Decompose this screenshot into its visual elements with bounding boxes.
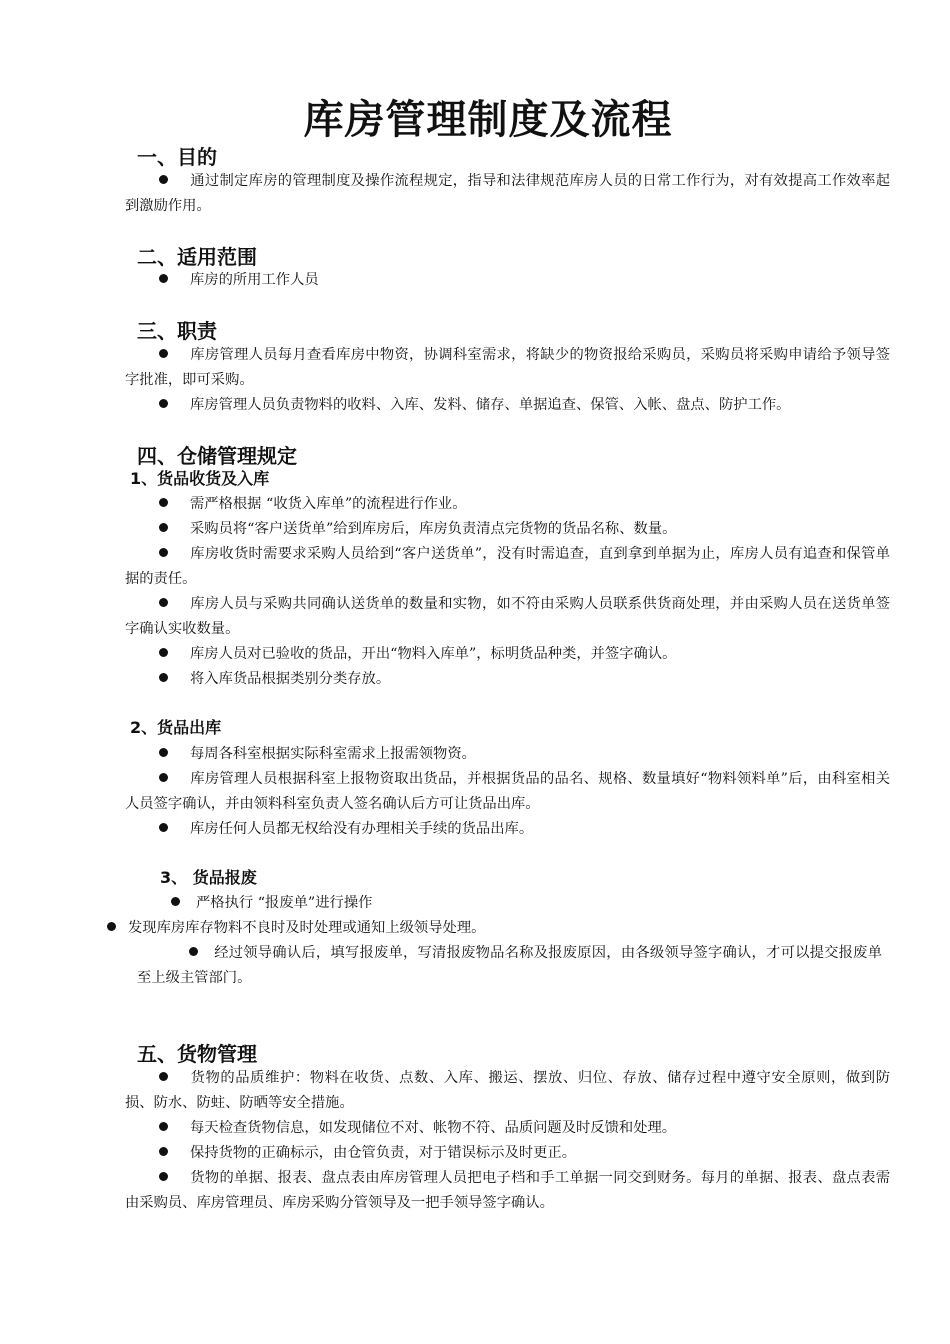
list-item-text: 通过制定库房的管理制度及操作流程规定，指导和法律规范库房人员的日常工作行为，对有效提高工作效率起到激励作用。 xyxy=(125,173,890,214)
list-item-text: 库房人员对已验收的货品，开出“物料入库单”，标明货品种类，并签字确认。 xyxy=(190,646,677,662)
list-item xyxy=(125,517,890,542)
list-item-text: 库房收货时需要求采购人员给到“客户送货单”，没有时需追查，直到拿到单据为止，库房人员有追查和保管单据的责任。 xyxy=(125,546,890,587)
section-heading-storage-rules: 四、仓储管理规定 xyxy=(137,444,297,468)
bullet-icon xyxy=(159,773,168,782)
list-item-text: 经过领导确认后，填写报废单，写清报废物品名称及报废原因，由各级领导签字确认，才可以提交报废单至上级主管部门。 xyxy=(137,945,882,986)
section-heading-scope: 二、适用范围 xyxy=(137,245,257,269)
list-item xyxy=(125,1066,890,1116)
subsection-heading-outbound: 2、货品出库 xyxy=(130,718,222,737)
list-item-text: 将入库货品根据类别分类存放。 xyxy=(190,671,391,687)
list-item xyxy=(125,169,890,219)
bullet-icon xyxy=(159,1172,168,1181)
list-item xyxy=(125,542,890,592)
list-item xyxy=(125,642,890,667)
list-item xyxy=(137,941,882,991)
list-item-text: 库房管理人员每月查看库房中物资，协调科室需求，将缺少的物资报给采购员，采购员将采购申请给予领导签字批准，即可采购。 xyxy=(125,347,890,388)
list-item-text: 库房管理人员负责物料的收料、入库、发料、储存、单据追查、保管、入帐、盘点、防护工作。 xyxy=(190,397,791,413)
list-item xyxy=(125,817,890,842)
list-item-text: 货物的单据、报表、盘点表由库房管理人员把电子档和手工单据一同交到财务。每月的单据、报表、盘点表需由采购员、库房管理员、库房采购分管领导及一把手领导签字确认。 xyxy=(125,1170,890,1211)
bullet-icon xyxy=(189,947,198,956)
list-item-text: 每天检查货物信息，如发现储位不对、帐物不符、品质问题及时反馈和处理。 xyxy=(190,1120,677,1136)
list-item xyxy=(125,343,890,393)
bullet-icon xyxy=(159,1072,168,1081)
bullet-icon xyxy=(159,274,168,283)
list-item-text: 货物的品质维护：物料在收货、点数、入库、搬运、摆放、归位、存放、储存过程中遵守安全原则，做到防损、防水、防蛀、防晒等安全措施。 xyxy=(125,1070,890,1111)
section-heading-goods-management: 五、货物管理 xyxy=(137,1042,257,1066)
bullet-icon xyxy=(159,175,168,184)
section-heading-purpose: 一、目的 xyxy=(137,145,217,169)
list-item xyxy=(125,891,890,916)
list-item xyxy=(125,268,890,293)
list-item-text: 库房的所用工作人员 xyxy=(190,272,319,288)
list-item-text: 库房人员与采购共同确认送货单的数量和实物，如不符由采购人员联系供货商处理，并由采购人员在送货单签字确认实收数量。 xyxy=(125,596,890,637)
list-item xyxy=(125,742,890,767)
bullet-icon xyxy=(159,548,168,557)
list-item-text: 发现库房库存物料不良时及时处理或通知上级领导处理。 xyxy=(128,920,486,936)
bullet-icon xyxy=(159,399,168,408)
list-item-text: 严格执行 “报废单”进行操作 xyxy=(196,895,373,911)
bullet-icon xyxy=(159,598,168,607)
bullet-icon xyxy=(159,648,168,657)
list-item-text: 需严格根据 “收货入库单”的流程进行作业。 xyxy=(190,496,467,512)
bullet-icon xyxy=(107,922,116,931)
bullet-icon xyxy=(159,748,168,757)
list-item xyxy=(125,1141,890,1166)
list-item xyxy=(125,592,890,642)
bullet-icon xyxy=(159,673,168,682)
bullet-icon xyxy=(159,823,168,832)
list-item xyxy=(125,393,900,418)
list-item-text: 库房任何人员都无权给没有办理相关手续的货品出库。 xyxy=(190,821,534,837)
bullet-icon xyxy=(159,1147,168,1156)
list-item xyxy=(125,492,890,517)
list-item xyxy=(125,1116,890,1141)
list-item xyxy=(125,667,890,692)
list-item-text: 库房管理人员根据科室上报物资取出货品，并根据货品的品名、规格、数量填好“物料领料单”后，由科室相关人员签字确认，并由领料科室负责人签名确认后方可让货品出库。 xyxy=(125,771,890,812)
section-heading-duties: 三、职责 xyxy=(137,319,217,343)
subsection-heading-scrap: 3、 货品报废 xyxy=(160,868,257,887)
bullet-icon xyxy=(159,349,168,358)
bullet-icon xyxy=(159,1122,168,1131)
bullet-icon xyxy=(171,897,180,906)
list-item-text: 采购员将“客户送货单”给到库房后，库房负责清点完货物的货品名称、数量。 xyxy=(190,521,677,537)
list-item xyxy=(125,916,890,941)
subsection-heading-receiving: 1、货品收货及入库 xyxy=(130,469,270,488)
list-item-text: 保持货物的正确标示，由仓管负责，对于错误标示及时更正。 xyxy=(190,1145,577,1161)
list-item-text: 每周各科室根据实际科室需求上报需领物资。 xyxy=(190,746,476,762)
bullet-icon xyxy=(159,523,168,532)
page-title: 库房管理制度及流程 xyxy=(303,97,673,143)
list-item xyxy=(125,1166,890,1216)
bullet-icon xyxy=(159,498,168,507)
list-item xyxy=(125,767,890,817)
